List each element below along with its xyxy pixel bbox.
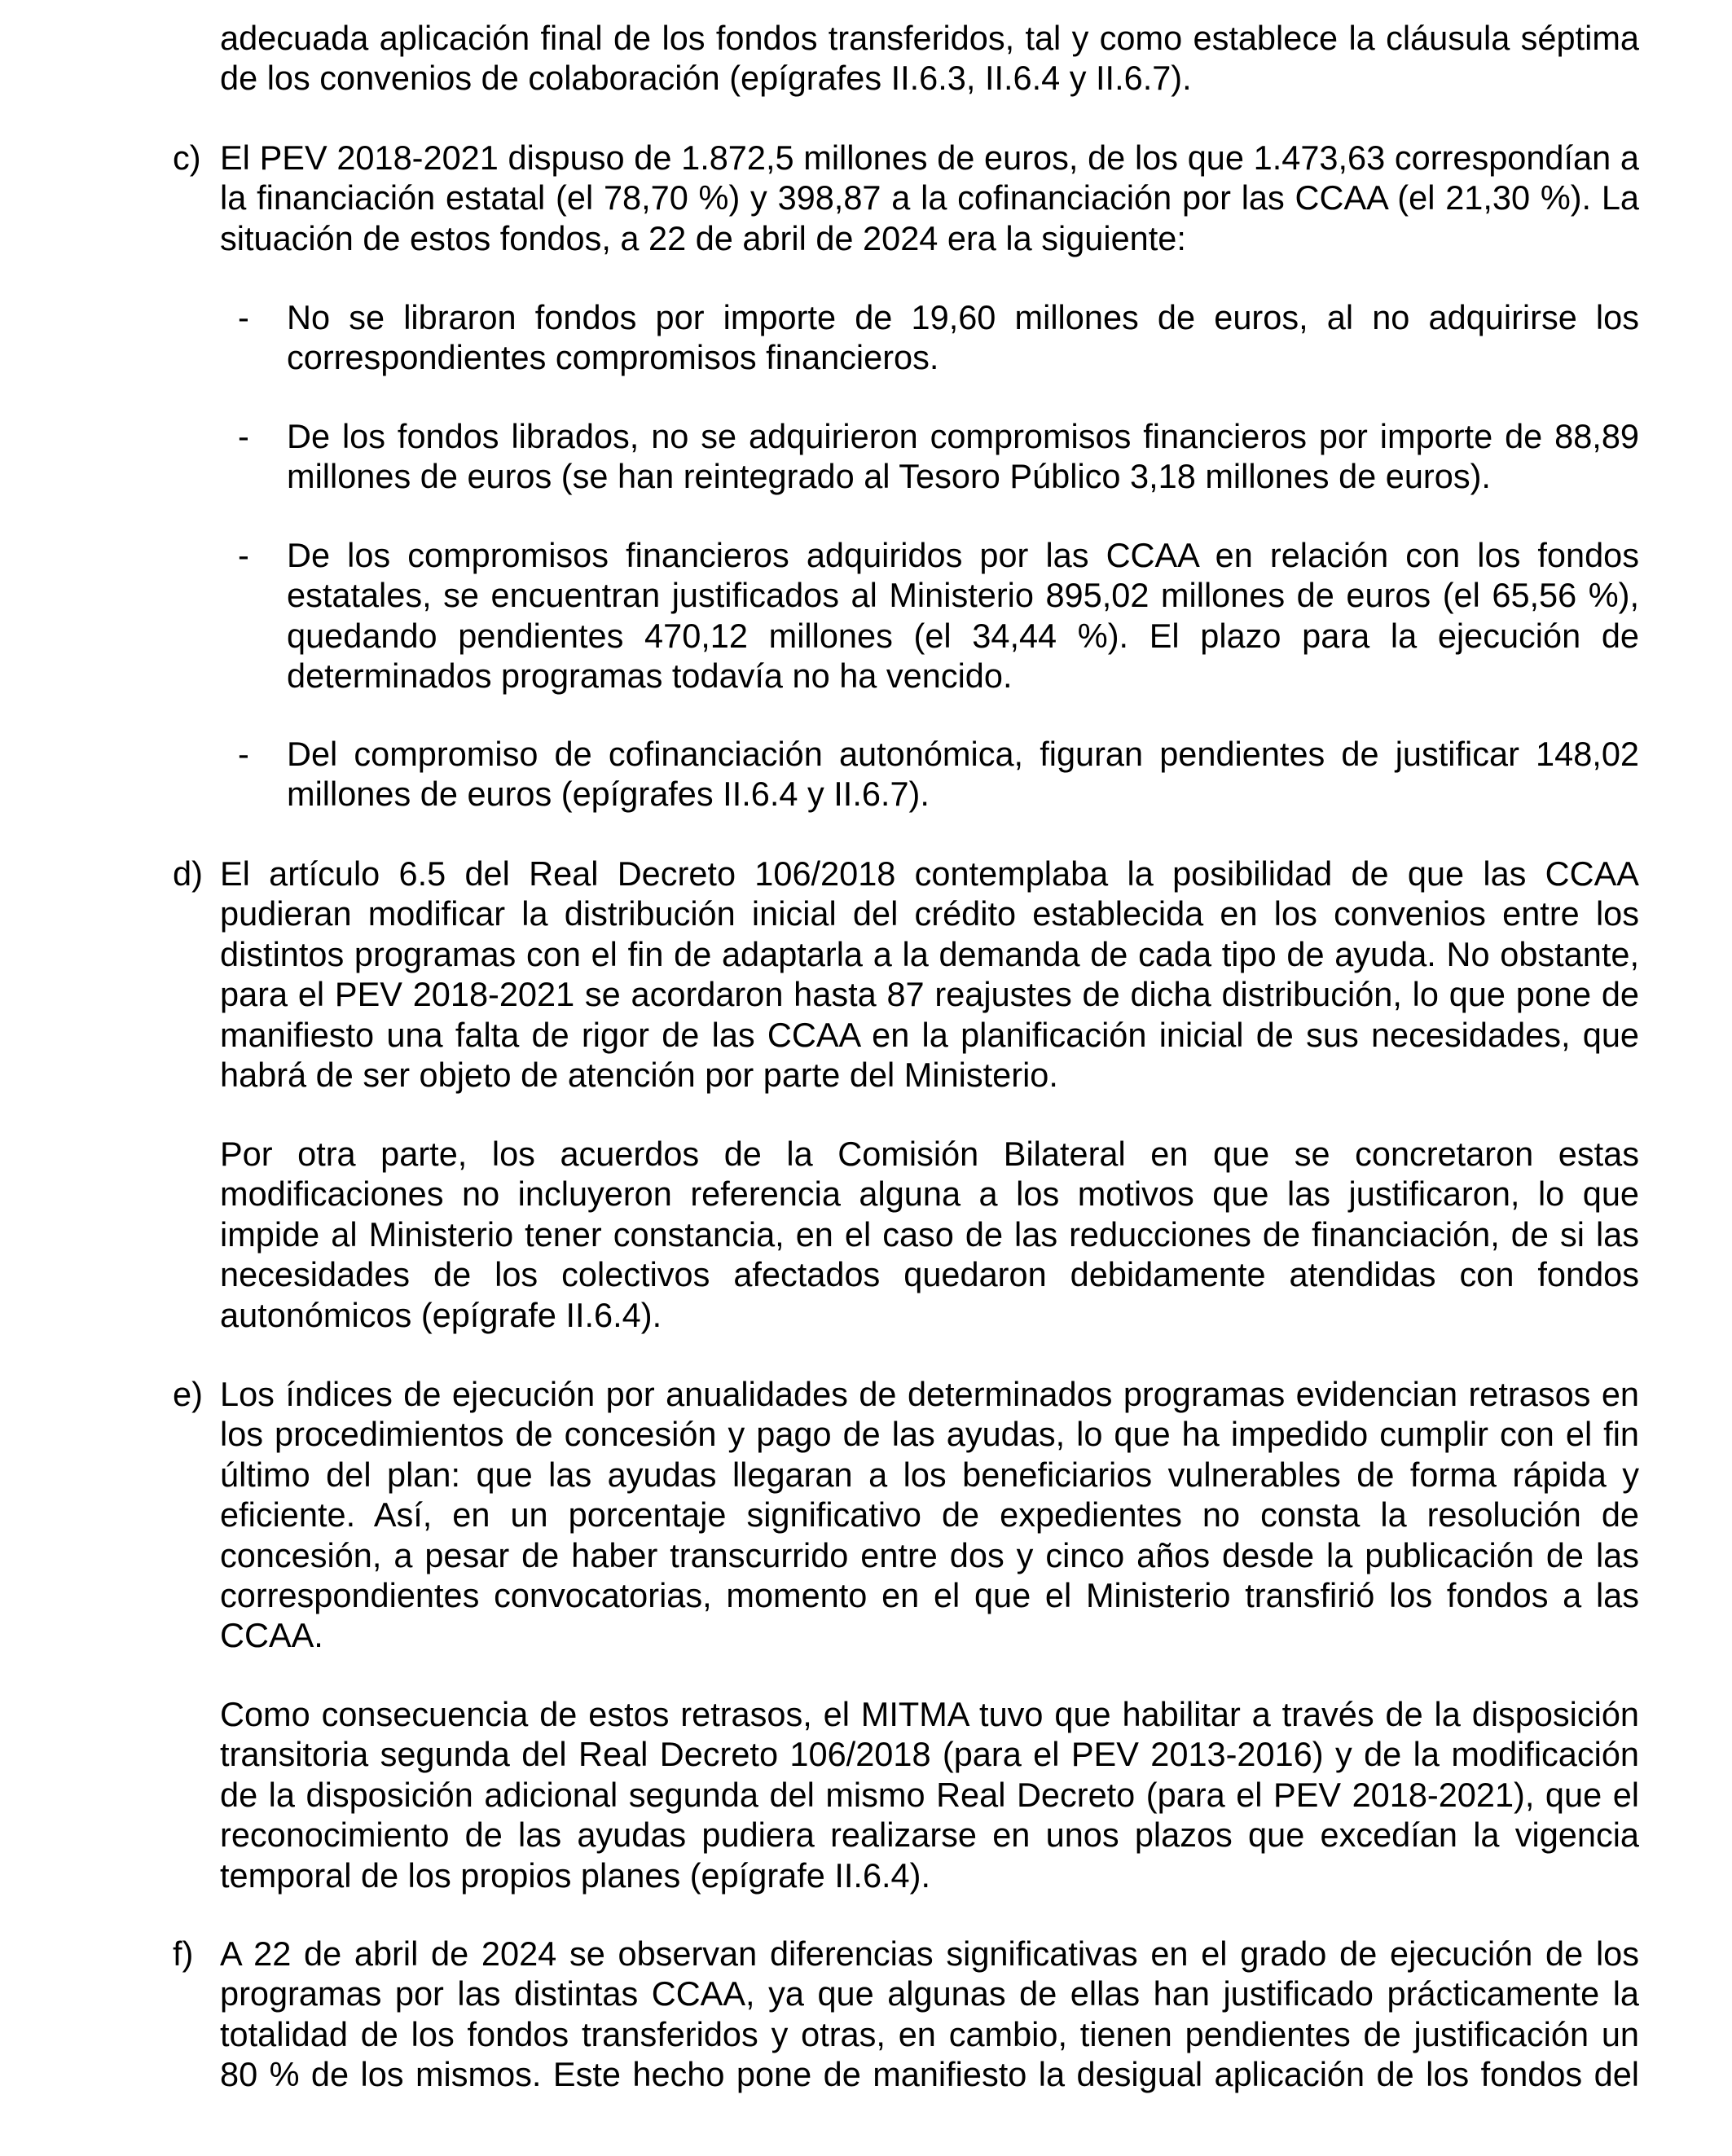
item-c-marker: c)	[173, 138, 201, 177]
item-d-marker: d)	[173, 854, 203, 893]
item-d-paragraph-2: Por otra parte, los acuerdos de la Comisión Bilateral en que se concretaron estas modificaciones no incluyeron referencia alguna a los motivos que las justificaron, lo que impide al Ministerio tener constancia, en el caso de las reducciones de financiación, de si las necesidades de los colectivos afectados quedaron debidamente atendidas con fondos autonómicos (epígrafe II.6.4).	[220, 1135, 1639, 1334]
item-e-paragraph: Los índices de ejecución por anualidades de determinados programas evidencian retrasos en los procedimientos de concesión y pago de las ayudas, lo que ha impedido cumplir con el fin último del plan: que las ayudas llegaran a los beneficiarios vulnerables de forma rápida y eficiente. Así, en un porcentaje significativo de expedientes no consta la resolución de concesión, a pesar de haber transcurrido entre dos y cinco años desde la publicación de las correspondientes convocatorias, momento en el que el Ministerio transfirió los fondos a las CCAA.	[220, 1375, 1639, 1655]
item-e-marker: e)	[173, 1375, 203, 1413]
bullet-1-text: No se libraron fondos por importe de 19,60 millones de euros, al no adquirirse los correspondientes compromisos financieros.	[287, 298, 1639, 377]
bullet-1-dash: -	[238, 298, 249, 336]
bullet-4-dash: -	[238, 735, 249, 773]
bullet-3-dash: -	[238, 536, 249, 574]
item-d-paragraph: El artículo 6.5 del Real Decreto 106/2018 contemplaba la posibilidad de que las CCAA pudieran modificar la distribución inicial del crédito establecida en los convenios entre los distintos programas con el fin de adaptarla a la demanda de cada tipo de ayuda. No obstante, para el PEV 2018-2021 se acordaron hasta 87 reajustes de dicha distribución, lo que pone de manifiesto una falta de rigor de las CCAA en la planificación inicial de sus necesidades, que habrá de ser objeto de atención por parte del Ministerio.	[220, 854, 1639, 1095]
bullet-4-text: Del compromiso de cofinanciación autonómica, figuran pendientes de justificar 148,02 millones de euros (epígrafes II.6.4 y II.6.7).	[287, 735, 1639, 814]
bullet-3-text: De los compromisos financieros adquiridos por las CCAA en relación con los fondos estatales, se encuentran justificados al Ministerio 895,02 millones de euros (el 65,56 %), quedando pendientes 470,12 millones (el 34,44 %). El plazo para la ejecución de determinados programas todavía no ha vencido.	[287, 536, 1639, 696]
item-f-paragraph: A 22 de abril de 2024 se observan diferencias significativas en el grado de ejecución de los programas por las distintas CCAA, ya que algunas de ellas han justificado prácticamente la totalidad de los fondos transferidos y otras, en cambio, tienen pendientes de justificación un 80 % de los mismos. Este hecho pone de manifiesto la desigual aplicación de los fondos del	[220, 1934, 1639, 2094]
item-e-paragraph-2: Como consecuencia de estos retrasos, el MITMA tuvo que habilitar a través de la disposición transitoria segunda del Real Decreto 106/2018 (para el PEV 2013-2016) y de la modificación de la disposición adicional segunda del mismo Real Decreto (para el PEV 2018-2021), que el reconocimiento de las ayudas pudiera realizarse en unos plazos que excedían la vigencia temporal de los propios planes (epígrafe II.6.4).	[220, 1695, 1639, 1895]
bullet-2-dash: -	[238, 417, 249, 455]
item-f-marker: f)	[173, 1934, 194, 1973]
intro-continuation-paragraph: adecuada aplicación final de los fondos transferidos, tal y como establece la cláusula séptima de los convenios de colaboración (epígrafes II.6.3, II.6.4 y II.6.7).	[220, 19, 1639, 98]
bullet-2-text: De los fondos librados, no se adquirieron compromisos financieros por importe de 88,89 millones de euros (se han reintegrado al Tesoro Público 3,18 millones de euros).	[287, 417, 1639, 496]
item-c-paragraph: El PEV 2018-2021 dispuso de 1.872,5 millones de euros, de los que 1.473,63 correspondían a la financiación estatal (el 78,70 %) y 398,87 a la cofinanciación por las CCAA (el 21,30 %). La situación de estos fondos, a 22 de abril de 2024 era la siguiente:	[220, 138, 1639, 257]
